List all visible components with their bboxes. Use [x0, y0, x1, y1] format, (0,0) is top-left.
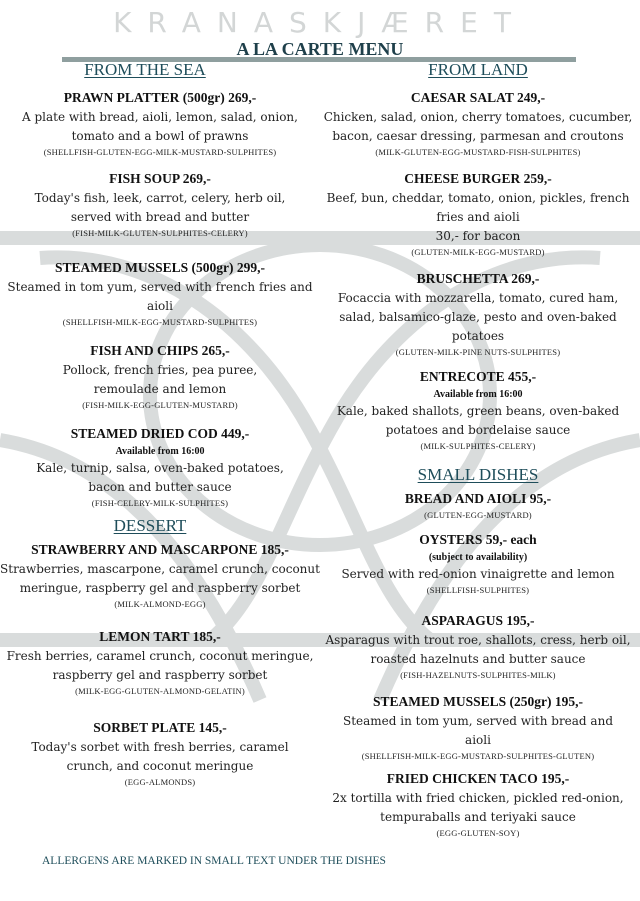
dish-availability-note: Available from 16:00: [433, 389, 523, 400]
dish-name: CAESAR SALAT 249,-: [410, 90, 546, 105]
dish-name: STEAMED DRIED COD 449,-: [70, 426, 250, 441]
dish-allergens: (GLUTEN-MILK-EGG-MUSTARD): [411, 247, 545, 257]
dish-availability-note: (subject to availability): [428, 552, 528, 563]
brand-watermark: KRANASKJÆRET: [113, 6, 527, 39]
dish-description: Pollock, french fries, pea puree,: [62, 363, 258, 377]
dish-item: [318, 489, 638, 522]
dish-description: tomato and a bowl of prawns: [71, 129, 249, 143]
dish-name: FISH SOUP 269,-: [109, 171, 211, 186]
dish-allergens: (MILK-ALMOND-EGG): [114, 599, 206, 609]
dish-description: bacon and butter sauce: [88, 480, 232, 494]
dish-name: CHEESE BURGER 259,-: [404, 171, 552, 186]
dish-item: [318, 269, 638, 359]
dish-description: raspberry gel and raspberry sorbet: [52, 668, 268, 682]
dish-name: STRAWBERRY AND MASCARPONE 185,-: [31, 542, 289, 557]
dish-name: OYSTERS 59,- each: [419, 532, 537, 547]
dish-description: remoulade and lemon: [93, 382, 227, 396]
dish-description: potatoes: [451, 329, 505, 343]
dish-name: FISH AND CHIPS 265,-: [90, 343, 230, 358]
dish-allergens: (GLUTEN-EGG-MUSTARD): [424, 510, 532, 520]
dish-item: [318, 530, 638, 597]
dish-allergens: (SHELLFISH-GLUTEN-EGG-MILK-MUSTARD-SULPHITES): [43, 147, 277, 157]
dish-item: [0, 88, 320, 159]
right-column: [318, 60, 638, 840]
dish-description: Today's sorbet with fresh berries, caramel: [31, 740, 289, 754]
dish-description: Steamed in tom yum, served with bread and: [343, 714, 613, 728]
dish-item: [318, 367, 638, 453]
dish-description: 30,- for bacon: [435, 229, 521, 243]
dish-allergens: (GLUTEN-MILK-PINE NUTS-SULPHITES): [395, 347, 561, 357]
dish-name: ASPARAGUS 195,-: [421, 613, 535, 628]
dish-description: served with bread and butter: [70, 210, 250, 224]
dish-description: meringue, raspberry gel and raspberry sorbet: [19, 581, 301, 595]
dish-allergens: (FISH-HAZELNUTS-SULPHITES-MILK): [400, 670, 556, 680]
dish-allergens: (EGG-GLUTEN-SOY): [436, 828, 520, 838]
dish-allergens: (FISH-MILK-EGG-GLUTEN-MUSTARD): [82, 400, 238, 410]
dish-name: STEAMED MUSSELS (500gr) 299,-: [54, 260, 265, 275]
dish-description: A plate with bread, aioli, lemon, salad, onion,: [22, 110, 298, 124]
dish-name: PRAWN PLATTER (500gr) 269,-: [63, 90, 257, 105]
dish-description: Asparagus with trout roe, shallots, cress, herb oil,: [325, 633, 631, 647]
dish-availability-note: Available from 16:00: [115, 446, 205, 457]
dish-allergens: (SHELLFISH-MILK-EGG-MUSTARD-SULPHITES): [62, 317, 258, 327]
dish-item: [0, 424, 320, 510]
dish-allergens: (MILK-GLUTEN-EGG-MUSTARD-FISH-SULPHITES): [375, 147, 581, 157]
dish-description: Focaccia with mozzarella, tomato, cured ham,: [337, 291, 619, 305]
dish-description: tempuraballs and teriyaki sauce: [380, 810, 576, 824]
dish-description: Chicken, salad, onion, cherry tomatoes, cucumber,: [323, 110, 633, 124]
dish-allergens: (SHELLFISH-MILK-EGG-MUSTARD-SULPHITES-GLUTEN): [361, 751, 595, 761]
dish-name: STEAMED MUSSELS (250gr) 195,-: [372, 694, 583, 709]
dish-name: BREAD AND AIOLI 95,-: [404, 491, 552, 506]
dish-description: roasted hazelnuts and butter sauce: [370, 652, 586, 666]
section-heading-dessert: DESSERT: [113, 516, 187, 535]
allergen-footer-note: ALLERGENS ARE MARKED IN SMALL TEXT UNDER THE DISHES: [42, 855, 386, 867]
dish-item: [0, 258, 320, 329]
dish-item: [0, 341, 320, 412]
dish-description: bacon, caesar dressing, parmesan and croutons: [332, 129, 624, 143]
dish-description: Kale, baked shallots, green beans, oven-baked: [336, 404, 620, 418]
dish-description: potatoes and bordelaise sauce: [385, 423, 571, 437]
section-heading-land: FROM LAND: [428, 60, 528, 79]
dish-name: SORBET PLATE 145,-: [93, 720, 227, 735]
left-column: [0, 60, 320, 789]
dish-name: BRUSCHETTA 269,-: [416, 271, 540, 286]
dish-item: [318, 611, 638, 682]
dish-item: [0, 627, 320, 698]
dish-allergens: (FISH-CELERY-MILK-SULPHITES): [91, 498, 229, 508]
dish-name: LEMON TART 185,-: [99, 629, 221, 644]
dish-item: [0, 169, 320, 240]
dish-allergens: (SHELLFISH-SULPHITES): [426, 585, 530, 595]
dish-description: Today's fish, leek, carrot, celery, herb oil,: [34, 191, 286, 205]
dish-name: FRIED CHICKEN TACO 195,-: [386, 771, 570, 786]
dish-description: aioli: [465, 733, 491, 747]
dish-item: [318, 769, 638, 840]
dish-item: [318, 169, 638, 259]
dish-description: 2x tortilla with fried chicken, pickled red-onion,: [332, 791, 624, 805]
dish-description: Fresh berries, caramel crunch, coconut meringue,: [6, 649, 314, 663]
dish-description: Kale, turnip, salsa, oven-baked potatoes,: [36, 461, 284, 475]
dish-description: Served with red-onion vinaigrette and lemon: [341, 567, 615, 581]
dish-allergens: (EGG-ALMONDS): [124, 777, 196, 787]
menu-title: A LA CARTE MENU: [236, 39, 404, 59]
dish-description: fries and aioli: [436, 210, 520, 224]
dish-item: [318, 692, 638, 763]
dish-name: ENTRECOTE 455,-: [419, 369, 537, 384]
dish-item: [0, 540, 320, 611]
section-heading-sea: FROM THE SEA: [84, 60, 206, 79]
dish-item: [318, 88, 638, 159]
dish-description: Strawberries, mascarpone, caramel crunch, coconut: [0, 562, 320, 576]
section-heading-small-dishes: SMALL DISHES: [417, 465, 539, 484]
dish-description: salad, balsamico-glaze, pesto and oven-baked: [339, 310, 617, 324]
dish-item: [0, 718, 320, 789]
dish-allergens: (FISH-MILK-GLUTEN-SULPHITES-CELERY): [72, 228, 248, 238]
dish-description: Beef, bun, cheddar, tomato, onion, pickles, french: [326, 191, 630, 205]
dish-description: Steamed in tom yum, served with french fries and: [7, 280, 313, 294]
dish-allergens: (MILK-SULPHITES-CELERY): [420, 441, 536, 451]
dish-description: aioli: [147, 299, 173, 313]
dish-allergens: (MILK-EGG-GLUTEN-ALMOND-GELATIN): [75, 686, 245, 696]
dish-description: crunch, and coconut meringue: [66, 759, 254, 773]
